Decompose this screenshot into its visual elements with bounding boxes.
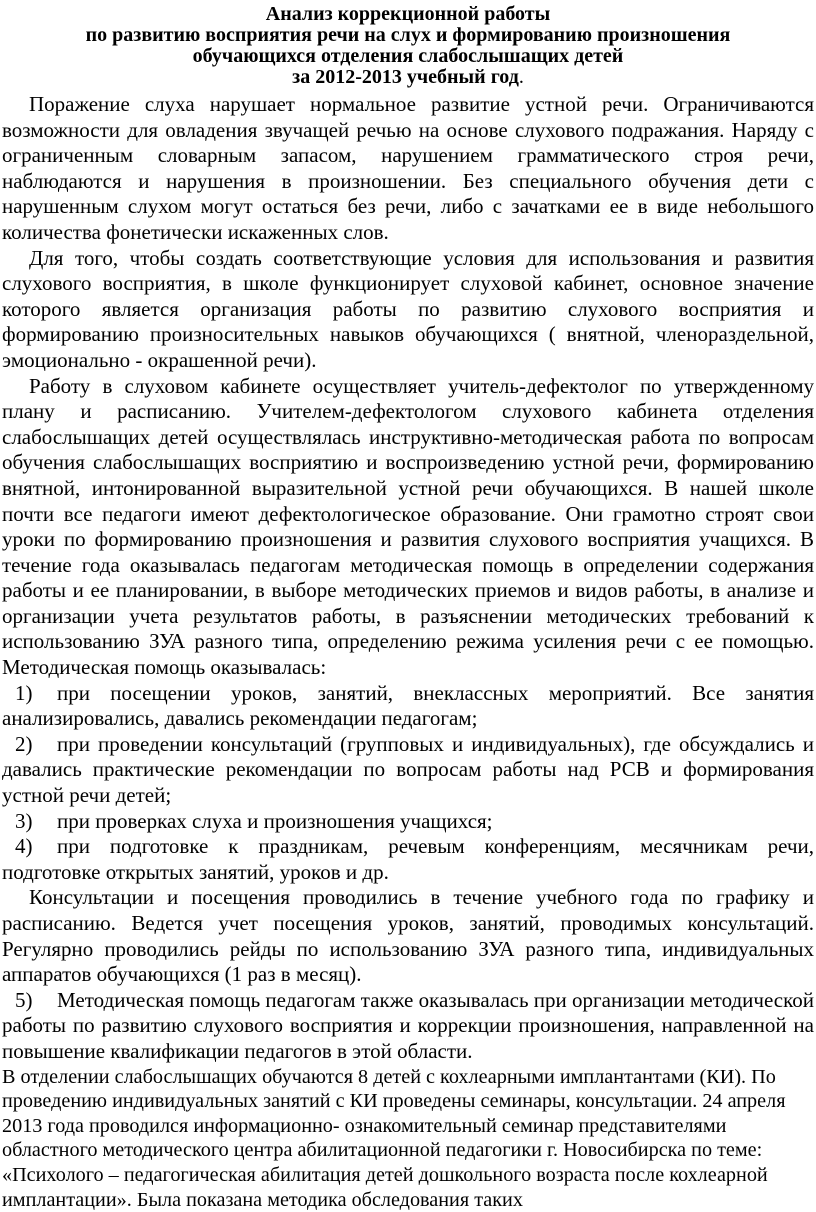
list-item-3 bbox=[2, 809, 814, 835]
list-item-1 bbox=[2, 681, 814, 732]
paragraph-defectologist-work: Работу в слуховом кабинете осуществляет учитель-дефектолог по утвержденному плану и расписанию. Учителем-дефектологом слухового кабинета отделения слабослышащих детей осуществлялась инструктивно-методическая работа по вопросам обучения слабослышащих восприятию и воспроизведению устной речи, формированию внятной, интонированной выразительной устной речи обучающихся. В нашей школе почти все педагоги имеют дефектологическое образование. Они грамотно строят свои уроки по формированию произношения и развития слухового восприятия учащихся. В течение года оказывалась педагогам методическая помощь в определении содержания работы и ее планировании, в выборе методических приемов и видов работы, в анализе и организации учета результатов работы, в разъяснении методических требований к использованию ЗУА разного типа, определению режима усиления речи с ее помощью. Методическая помощь оказывалась: bbox=[2, 373, 814, 680]
paragraph-cochlear-implants: В отделении слабослышащих обучаются 8 детей с кохлеарными имплантантами (КИ). По проведению индивидуальных занятий с КИ проведены семинары, консультации. 24 апреля 2013 года проводился информационно- ознакомительный семинар представителями областного методического центра абилитационной педагогики г. Новосибирска по теме: «Психолого – педагогическая абилитация детей дошкольного возраста после кохлеарной имплантации». Была показана методика обследования таких bbox=[2, 1065, 786, 1211]
list-item-text: при проверках слуха и произношения учащихся; bbox=[57, 808, 493, 833]
document-body bbox=[0, 92, 816, 1212]
list-item-text: Методическая помощь педагогам также оказывалась при организации методической работы по развитию слухового восприятия и коррекции произношения, направленной на повышение квалификации педагогов в этой области. bbox=[2, 987, 814, 1063]
list-item-5 bbox=[2, 988, 814, 1065]
list-item-4 bbox=[2, 834, 814, 885]
title-period: . bbox=[518, 66, 524, 88]
list-item-2 bbox=[2, 732, 814, 809]
list-item-number: 3) bbox=[15, 808, 33, 833]
title-line-2: по развитию восприятия речи на слух и формированию произношения bbox=[85, 24, 731, 46]
document-title bbox=[0, 4, 816, 88]
paragraph-consultations: Консультации и посещения проводились в течение учебного года по графику и расписанию. Ведется учет посещения уроков, занятий, проводимых консультаций. Регулярно проводились рейды по использованию ЗУА разного типа, индивидуальных аппаратов обучающихся (1 раз в месяц). bbox=[2, 885, 814, 987]
paragraph-hearing-impairment: Поражение слуха нарушает нормальное развитие устной речи. Ограничиваются возможности для овладения звучащей речью на основе слухового подражания. Наряду с ограниченным словарным запасом, нарушением грамматического строя речи, наблюдаются и нарушения в произношении. Без специального обучения дети с нарушенным слухом могут остаться без речи, либо с зачатками ее в виде небольшого количества фонетически искаженных слов. bbox=[2, 92, 814, 244]
title-line-1: Анализ коррекционной работы bbox=[265, 3, 551, 25]
list-item-text: при подготовке к праздникам, речевым конференциям, месячникам речи, подготовке открытых занятий, уроков и др. bbox=[2, 834, 814, 884]
list-item-number: 5) bbox=[15, 987, 33, 1012]
list-item-number: 1) bbox=[15, 680, 33, 705]
paragraph-hearing-room: Для того, чтобы создать соответствующие условия для использования и развития слухового восприятия, в школе функционирует слуховой кабинет, основное значение которого является организация работы по развитию слухового восприятия и формированию произносительных навыков обучающихся ( внятной, членораздельной, эмоционально - окрашенной речи). bbox=[2, 245, 814, 372]
list-item-text: при проведении консультаций (групповых и индивидуальных), где обсуждались и давались практические рекомендации по вопросам работы над РСВ и формирования устной речи детей; bbox=[2, 731, 814, 808]
title-line-3: обучающихся отделения слабослышащих детей bbox=[192, 45, 624, 67]
list-item-text: при посещении уроков, занятий, внеклассных мероприятий. Все занятия анализировались, давались рекомендации педагогам; bbox=[2, 680, 814, 731]
list-item-number: 2) bbox=[15, 731, 33, 756]
title-year: за 2012-2013 учебный год bbox=[292, 66, 519, 88]
title-line-4 bbox=[0, 67, 816, 88]
list-item-number: 4) bbox=[15, 834, 33, 859]
